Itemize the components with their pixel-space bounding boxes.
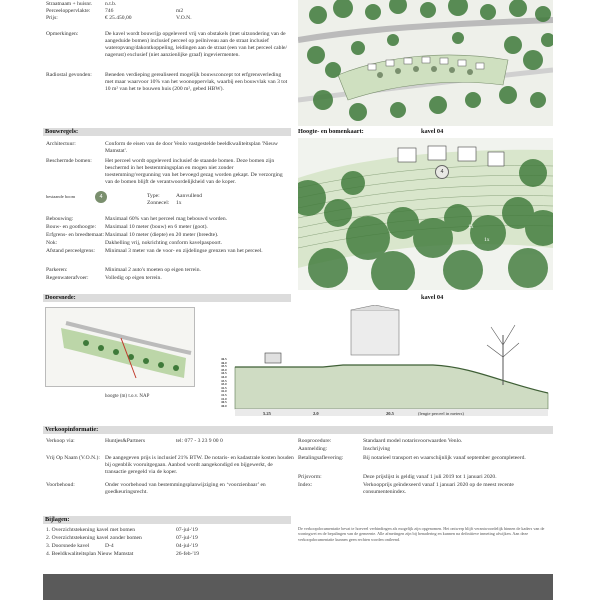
row-value-street: n.t.b. xyxy=(105,1,117,7)
scale-tick-label: 41.5 xyxy=(221,393,227,397)
scale-tick-label: 45.5 xyxy=(221,364,227,369)
situation-map xyxy=(298,0,553,126)
verkoop-right-value-0: Standaard model notarisvoorwaarden Venlo. xyxy=(363,438,463,444)
verkoop-right-value-4: Verkoopprijs geïndexeerd vanaf 1 januari 2020 op de meest recente consumentenindex. xyxy=(363,482,514,495)
bijlage-name-3: 4. Beeldkwaliteitsplan Nieuw Mamstat xyxy=(46,551,134,557)
bijlage-name-1: 2. Overzichtstekening kavel zonder bomen xyxy=(46,535,142,541)
regel-text-6: Volledig op eigen terrein. xyxy=(105,275,162,281)
scale-tick-label: 40.0 xyxy=(221,403,227,408)
scale-tick-label: 41.0 xyxy=(221,396,227,401)
footer-bar xyxy=(43,574,553,600)
regel-label-2: Erfgrens- en breedtemaat: xyxy=(46,232,105,238)
hoogte-bomen-map xyxy=(298,138,553,290)
scale-tick-label: 44.0 xyxy=(221,375,227,379)
row-unit-area: m2 xyxy=(176,8,184,14)
document-sheet xyxy=(43,0,553,600)
verkoop-extra-0: tel: 077 - 3 23 9 00 0 xyxy=(176,438,223,444)
regel-label-4: Afstand perceelgrens: xyxy=(46,248,95,254)
situation-map-svg xyxy=(298,0,553,126)
verkoop-right-label-2: Betalingsaflevering: xyxy=(298,455,344,461)
architectuur-text: Conform de eisen van de door Venlo vastgestelde beeldkwaliteitsplan 'Nieuw Mamstat'. xyxy=(105,141,278,154)
scale-tick-label: 45.0 xyxy=(221,367,227,372)
row-label-price: Prijs: xyxy=(46,15,58,21)
bijlage-date-2: 04-jul-'19 xyxy=(176,543,198,549)
row-value-price: € 25.450,00 xyxy=(105,15,132,21)
opmerkingen-label: Opmerkingen: xyxy=(46,31,79,37)
row-value-area: 746 xyxy=(105,8,114,14)
verkoop-right-value-3: Deze prijslijst is geldig vanaf 1 juli 2019 tot 1 januari 2020. xyxy=(363,474,497,480)
verkoop-label-0: Verkoop via: xyxy=(46,438,75,444)
hoogte-kavel-label: kavel 04 xyxy=(421,128,444,135)
architectuur-label: Architectuur: xyxy=(46,141,76,147)
verkoop-right-label-0: Rooprocedure: xyxy=(298,438,332,444)
type-value: Aanvullend xyxy=(176,193,203,199)
doorsnede-inset-map xyxy=(45,307,195,387)
verkoop-label-1: Vrij Op Naam (V.O.N.): xyxy=(46,455,100,461)
scale-tick-label: 42.5 xyxy=(221,385,227,390)
regel-text-4: Minimaal 3 meter van de voor- en zijdelingse grenzen van het perceel. xyxy=(105,248,263,254)
dim-label: (lengte perceel in meters) xyxy=(418,411,464,416)
verkoop-value-0: Huntjes&Partners xyxy=(105,438,146,444)
hoogte-badge: 4 xyxy=(435,165,449,179)
disclaimer: De verkoopdocumentatie bevat te hoeveel verbindingen als mogelijk zijn opgenomen. Het ontwerp blijft verantwoordelijk binnen de kaders van de woningwet en de bepalingen van de gemeente. Alle afmetingen zijn bij benadering en kunnen na definitieve inmeting afwijken. Aan deze verkoopdocumentatie kunnen geen rechten worden ontleend. xyxy=(298,526,545,542)
opmerkingen-text: De kavel wordt bouwrijp opgeleverd vrij van obstakels (met uitzondering van de aangeduide bomen) inclusief perceel op peilniveau aan de straat inclusief wateropvang/dakontkoppeling, leidingen aan de straat (een van het perceel cable/ nagerust) exclusief (niet aanzienlijke graaf) ingeviermenten. xyxy=(105,31,288,58)
verkoop-value-1: De aangegeven prijs is inclusief 21% BTW. De notaris- en kadastrale kosten houden bij ogenblik vooruitgegaan. Aanbod wordt aangekondigd en bijgewerkt, de transactie geregeld via de koper. xyxy=(105,455,294,475)
scale-tick-label: 40.5 xyxy=(221,400,227,405)
bijlage-code-2: D-4 xyxy=(105,543,114,549)
section-drawing xyxy=(203,305,553,420)
doorsnede-header: Doorsnede: xyxy=(43,294,291,302)
bijlagen-header: Bijlagen: xyxy=(43,516,291,524)
bijlage-date-1: 07-jul-'19 xyxy=(176,535,198,541)
legend-badge: 4 xyxy=(95,191,107,203)
doorsnede-caption: hoogte (m) t.o.v. NAP xyxy=(105,394,150,399)
bomen-text: Het perceel wordt opgeleverd inclusief de staande bomen. Deze bomen zijn beschermd in het bestemmingsplan en mogen niet zonder toestemming/vergunning van het bevoegd gezag worden gekapt. De verzorging van de bomen blijft de verantwoordelijkheid van de koper. xyxy=(105,158,283,185)
row-label-area: Perceeloppervlakte: xyxy=(46,8,91,14)
bomen-label: Beschermde bomen: xyxy=(46,158,92,164)
doorsnede-kavel-label: kavel 04 xyxy=(421,294,444,301)
scale-tick-label: 42.0 xyxy=(221,389,227,394)
regel-text-3: Dakhelling vrij, nokrichting conform kavelpaspoort. xyxy=(105,240,223,246)
verkoop-right-label-3: Prijsvorm: xyxy=(298,474,322,480)
doorsnede-inset-svg xyxy=(46,308,194,386)
scale-tick-label: 43.5 xyxy=(221,378,227,383)
bijlage-date-0: 07-jul-'19 xyxy=(176,527,198,533)
zonnecel-value: 1x xyxy=(176,200,182,206)
regel-label-1: Bouw- en goothoogte: xyxy=(46,224,97,230)
row-label-street: Straatnaam + huisnr. xyxy=(46,1,93,7)
verkoop-label-2: Voorbehoud: xyxy=(46,482,75,488)
verkoop-right-label-4: Index: xyxy=(298,482,313,488)
verkoop-header: Verkoopinformatie: xyxy=(43,426,553,434)
bijgebouwen-text: Beneden verdieping gerealiseerd mogelijk bouwsconcept tot erfgrensverleding met maar waarvoor 10% van het woonoppervlak, waarbij een bouwvlak van 3 tot 10 m² van het te bouwen huis (200 m², gebed HBW). xyxy=(105,72,288,92)
regel-text-0: Maximaal 60% van het perceel mag bebouwd worden. xyxy=(105,216,228,222)
dim-2: 2.0 xyxy=(313,411,319,416)
bijlage-name-0: 1. Overzichtstekening kavel met bomen xyxy=(46,527,136,533)
regel-text-2: Maximaal 10 meter (diepte) en 20 meter (breedte). xyxy=(105,232,219,238)
regel-label-5: Parkeren: xyxy=(46,267,68,273)
row-unit-price: V.O.N. xyxy=(176,15,192,21)
verkoop-right-label-1: Aanmelding: xyxy=(298,446,328,452)
regel-text-5: Minimaal 2 auto's moeten op eigen terrein. xyxy=(105,267,201,273)
bijlage-name-2: 3. Doorsnede kavel xyxy=(46,543,90,549)
regel-label-0: Bebouwing: xyxy=(46,216,74,222)
legend-label: bestaande boom xyxy=(46,194,76,199)
regel-label-6: Regenwaterafvoer: xyxy=(46,275,89,281)
hoogte-bomen-svg xyxy=(298,138,553,290)
scale-tick-label: 46.0 xyxy=(221,360,227,365)
hoogte-header: Hoogte- en bomenkaart: xyxy=(298,128,364,135)
hoogte-1x-a: 1x xyxy=(468,224,474,230)
dim-1: 5.25 xyxy=(263,411,271,416)
regel-text-1: Maximaal 10 meter (bouw) en 6 meter (goot). xyxy=(105,224,208,230)
dim-3: 20.5 xyxy=(386,411,394,416)
bijgebouwen-label: Radiostal gevonden: xyxy=(46,72,92,78)
zonnecel-label: Zonnecel: xyxy=(147,200,170,206)
verkoop-value-2: Onder voorbehoud van bestemmingsplanwijziging en ‘voorzienbaar’ en goedkeuringsrecht. xyxy=(105,482,266,495)
bouwregels-header: Bouwregels: xyxy=(43,128,291,136)
bijlage-date-3: 26-feb-'19 xyxy=(176,551,200,557)
verkoop-right-value-1: Inschrijving xyxy=(363,446,391,452)
regel-label-3: Nok: xyxy=(46,240,58,246)
hoogte-1x-b: 1x xyxy=(484,237,490,243)
scale-tick-label: 44.5 xyxy=(221,371,227,376)
type-label: Type: xyxy=(147,193,160,199)
scale-tick-label: 43.0 xyxy=(221,382,227,387)
scale-tick-label: 46.5 xyxy=(221,357,227,361)
section-svg xyxy=(203,305,553,420)
verkoop-right-value-2: Bij notarieel transport en waarschijnlijk vanaf september gecompleteerd. xyxy=(363,455,526,461)
